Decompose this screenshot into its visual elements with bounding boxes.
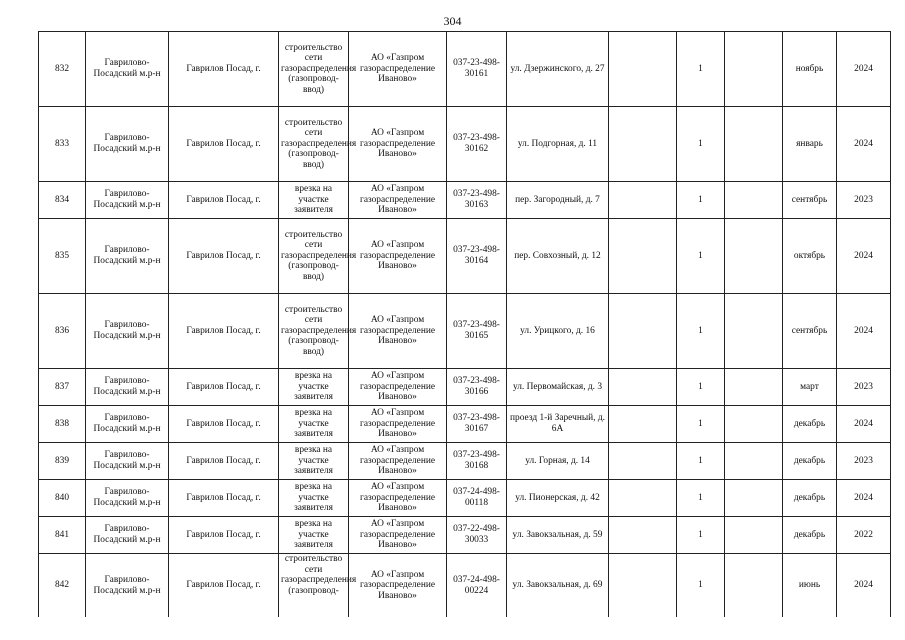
cell-object-code: 037-23-498-30166 <box>447 369 507 406</box>
cell-empty-cell <box>609 517 677 554</box>
cell-empty-cell <box>609 369 677 406</box>
cell-count: 1 <box>677 107 725 182</box>
cell-organization: АО «Газпром газораспределение Иваново» <box>349 294 447 369</box>
cell-object-code: 037-23-498-30163 <box>447 182 507 219</box>
cell-row-number: 836 <box>39 294 86 369</box>
cell-year: 2024 <box>837 219 891 294</box>
cell-work-type: врезка на участке заявителя <box>279 182 349 219</box>
cell-year: 2022 <box>837 517 891 554</box>
cell-object-code: 037-22-498-30033 <box>447 517 507 554</box>
cell-address: ул. Дзержинского, д. 27 <box>507 32 609 107</box>
cell-month: декабрь <box>783 480 837 517</box>
cell-address: проезд 1-й Заречный, д. 6А <box>507 406 609 443</box>
cell-month: октябрь <box>783 219 837 294</box>
cell-settlement: Гаврилов Посад, г. <box>169 219 279 294</box>
cell-count: 1 <box>677 32 725 107</box>
table-row <box>39 369 891 406</box>
cell-district: Гаврилово-Посадский м.р-н <box>86 443 169 480</box>
cell-row-number: 842 <box>39 554 86 618</box>
cell-object-code: 037-23-498-30168 <box>447 443 507 480</box>
cell-year: 2024 <box>837 406 891 443</box>
cell-work-type: врезка на участке заявителя <box>279 369 349 406</box>
cell-settlement: Гаврилов Посад, г. <box>169 480 279 517</box>
page-number: 304 <box>443 14 462 28</box>
table-row <box>39 554 891 618</box>
cell-address: ул. Пионерская, д. 42 <box>507 480 609 517</box>
cell-month: декабрь <box>783 517 837 554</box>
cell-month: декабрь <box>783 406 837 443</box>
cell-work-type: врезка на участке заявителя <box>279 443 349 480</box>
cell-row-number: 834 <box>39 182 86 219</box>
cell-district: Гаврилово-Посадский м.р-н <box>86 32 169 107</box>
cell-month: ноябрь <box>783 32 837 107</box>
table-row <box>39 517 891 554</box>
cell-row-number: 841 <box>39 517 86 554</box>
cell-settlement: Гаврилов Посад, г. <box>169 369 279 406</box>
cell-organization: АО «Газпром газораспределение Иваново» <box>349 517 447 554</box>
cell-address: пер. Совхозный, д. 12 <box>507 219 609 294</box>
cell-empty-cell <box>725 443 783 480</box>
cell-count: 1 <box>677 369 725 406</box>
cell-object-code: 037-24-498-00224 <box>447 554 507 618</box>
cell-address: ул. Первомайская, д. 3 <box>507 369 609 406</box>
table-row <box>39 443 891 480</box>
cell-organization: АО «Газпром газораспределение Иваново» <box>349 219 447 294</box>
cell-object-code: 037-24-498-00118 <box>447 480 507 517</box>
cell-year: 2024 <box>837 32 891 107</box>
table-row <box>39 294 891 369</box>
cell-object-code: 037-23-498-30161 <box>447 32 507 107</box>
cell-row-number: 838 <box>39 406 86 443</box>
cell-empty-cell <box>725 32 783 107</box>
cell-settlement: Гаврилов Посад, г. <box>169 443 279 480</box>
cell-row-number: 835 <box>39 219 86 294</box>
cell-organization: АО «Газпром газораспределение Иваново» <box>349 480 447 517</box>
cell-row-number: 840 <box>39 480 86 517</box>
cell-empty-cell <box>725 517 783 554</box>
cell-address: ул. Урицкого, д. 16 <box>507 294 609 369</box>
cell-count: 1 <box>677 219 725 294</box>
cell-empty-cell <box>725 554 783 618</box>
cell-district: Гаврилово-Посадский м.р-н <box>86 182 169 219</box>
registry-table <box>38 31 891 617</box>
cell-organization: АО «Газпром газораспределение Иваново» <box>349 182 447 219</box>
cell-organization: АО «Газпром газораспределение Иваново» <box>349 32 447 107</box>
cell-count: 1 <box>677 554 725 618</box>
cell-count: 1 <box>677 294 725 369</box>
table-row <box>39 182 891 219</box>
cell-month: сентябрь <box>783 294 837 369</box>
cell-empty-cell <box>609 182 677 219</box>
cell-empty-cell <box>609 32 677 107</box>
cell-settlement: Гаврилов Посад, г. <box>169 182 279 219</box>
cell-district: Гаврилово-Посадский м.р-н <box>86 554 169 618</box>
cell-address: пер. Загородный, д. 7 <box>507 182 609 219</box>
cell-month: март <box>783 369 837 406</box>
cell-organization: АО «Газпром газораспределение Иваново» <box>349 554 447 618</box>
cell-empty-cell <box>725 219 783 294</box>
cell-year: 2024 <box>837 554 891 618</box>
cell-year: 2024 <box>837 107 891 182</box>
cell-empty-cell <box>725 406 783 443</box>
cell-count: 1 <box>677 406 725 443</box>
cell-address: ул. Горная, д. 14 <box>507 443 609 480</box>
cell-month: январь <box>783 107 837 182</box>
cell-work-type: врезка на участке заявителя <box>279 480 349 517</box>
table-body <box>39 32 891 618</box>
cell-district: Гаврилово-Посадский м.р-н <box>86 107 169 182</box>
cell-empty-cell <box>609 406 677 443</box>
cell-empty-cell <box>609 219 677 294</box>
cell-settlement: Гаврилов Посад, г. <box>169 107 279 182</box>
table-row <box>39 406 891 443</box>
cell-year: 2024 <box>837 294 891 369</box>
cell-settlement: Гаврилов Посад, г. <box>169 32 279 107</box>
cell-work-type: врезка на участке заявителя <box>279 406 349 443</box>
cell-address: ул. Завокзальная, д. 59 <box>507 517 609 554</box>
cell-address: ул. Подгорная, д. 11 <box>507 107 609 182</box>
cell-empty-cell <box>609 554 677 618</box>
cell-empty-cell <box>609 107 677 182</box>
cell-work-type: врезка на участке заявителя <box>279 517 349 554</box>
cell-count: 1 <box>677 182 725 219</box>
cell-empty-cell <box>725 369 783 406</box>
cell-district: Гаврилово-Посадский м.р-н <box>86 294 169 369</box>
cell-work-type: строительство сети газораспределения (газопровод-ввод) <box>279 294 349 369</box>
table-row <box>39 32 891 107</box>
cell-empty-cell <box>725 107 783 182</box>
cell-organization: АО «Газпром газораспределение Иваново» <box>349 406 447 443</box>
cell-settlement: Гаврилов Посад, г. <box>169 554 279 618</box>
cell-row-number: 837 <box>39 369 86 406</box>
cell-empty-cell <box>609 443 677 480</box>
cell-count: 1 <box>677 480 725 517</box>
cell-district: Гаврилово-Посадский м.р-н <box>86 219 169 294</box>
cell-count: 1 <box>677 517 725 554</box>
cell-organization: АО «Газпром газораспределение Иваново» <box>349 369 447 406</box>
cell-year: 2023 <box>837 369 891 406</box>
cell-row-number: 833 <box>39 107 86 182</box>
cell-empty-cell <box>609 480 677 517</box>
cell-work-type: строительство сети газораспределения (газопровод-ввод) <box>279 32 349 107</box>
cell-organization: АО «Газпром газораспределение Иваново» <box>349 443 447 480</box>
cell-work-type: строительство сети газораспределения (газопровод-ввод) <box>279 107 349 182</box>
cell-row-number: 839 <box>39 443 86 480</box>
cell-work-type: строительство сети газораспределения (газопровод-ввод) <box>279 219 349 294</box>
cell-district: Гаврилово-Посадский м.р-н <box>86 517 169 554</box>
cell-count: 1 <box>677 443 725 480</box>
cell-empty-cell <box>725 294 783 369</box>
cell-settlement: Гаврилов Посад, г. <box>169 517 279 554</box>
cell-object-code: 037-23-498-30164 <box>447 219 507 294</box>
cell-row-number: 832 <box>39 32 86 107</box>
cell-work-type: строительство сети газораспределения (газопровод- <box>279 554 349 618</box>
cell-object-code: 037-23-498-30165 <box>447 294 507 369</box>
cell-district: Гаврилово-Посадский м.р-н <box>86 406 169 443</box>
cell-month: сентябрь <box>783 182 837 219</box>
cell-settlement: Гаврилов Посад, г. <box>169 406 279 443</box>
cell-district: Гаврилово-Посадский м.р-н <box>86 480 169 517</box>
table-row <box>39 480 891 517</box>
cell-empty-cell <box>609 294 677 369</box>
cell-object-code: 037-23-498-30167 <box>447 406 507 443</box>
cell-year: 2024 <box>837 480 891 517</box>
cell-month: декабрь <box>783 443 837 480</box>
cell-object-code: 037-23-498-30162 <box>447 107 507 182</box>
cell-empty-cell <box>725 480 783 517</box>
table-row <box>39 107 891 182</box>
cell-empty-cell <box>725 182 783 219</box>
cell-year: 2023 <box>837 182 891 219</box>
cell-district: Гаврилово-Посадский м.р-н <box>86 369 169 406</box>
cell-settlement: Гаврилов Посад, г. <box>169 294 279 369</box>
cell-month: июнь <box>783 554 837 618</box>
cell-year: 2023 <box>837 443 891 480</box>
cell-organization: АО «Газпром газораспределение Иваново» <box>349 107 447 182</box>
cell-address: ул. Завокзальная, д. 69 <box>507 554 609 618</box>
table-row <box>39 219 891 294</box>
